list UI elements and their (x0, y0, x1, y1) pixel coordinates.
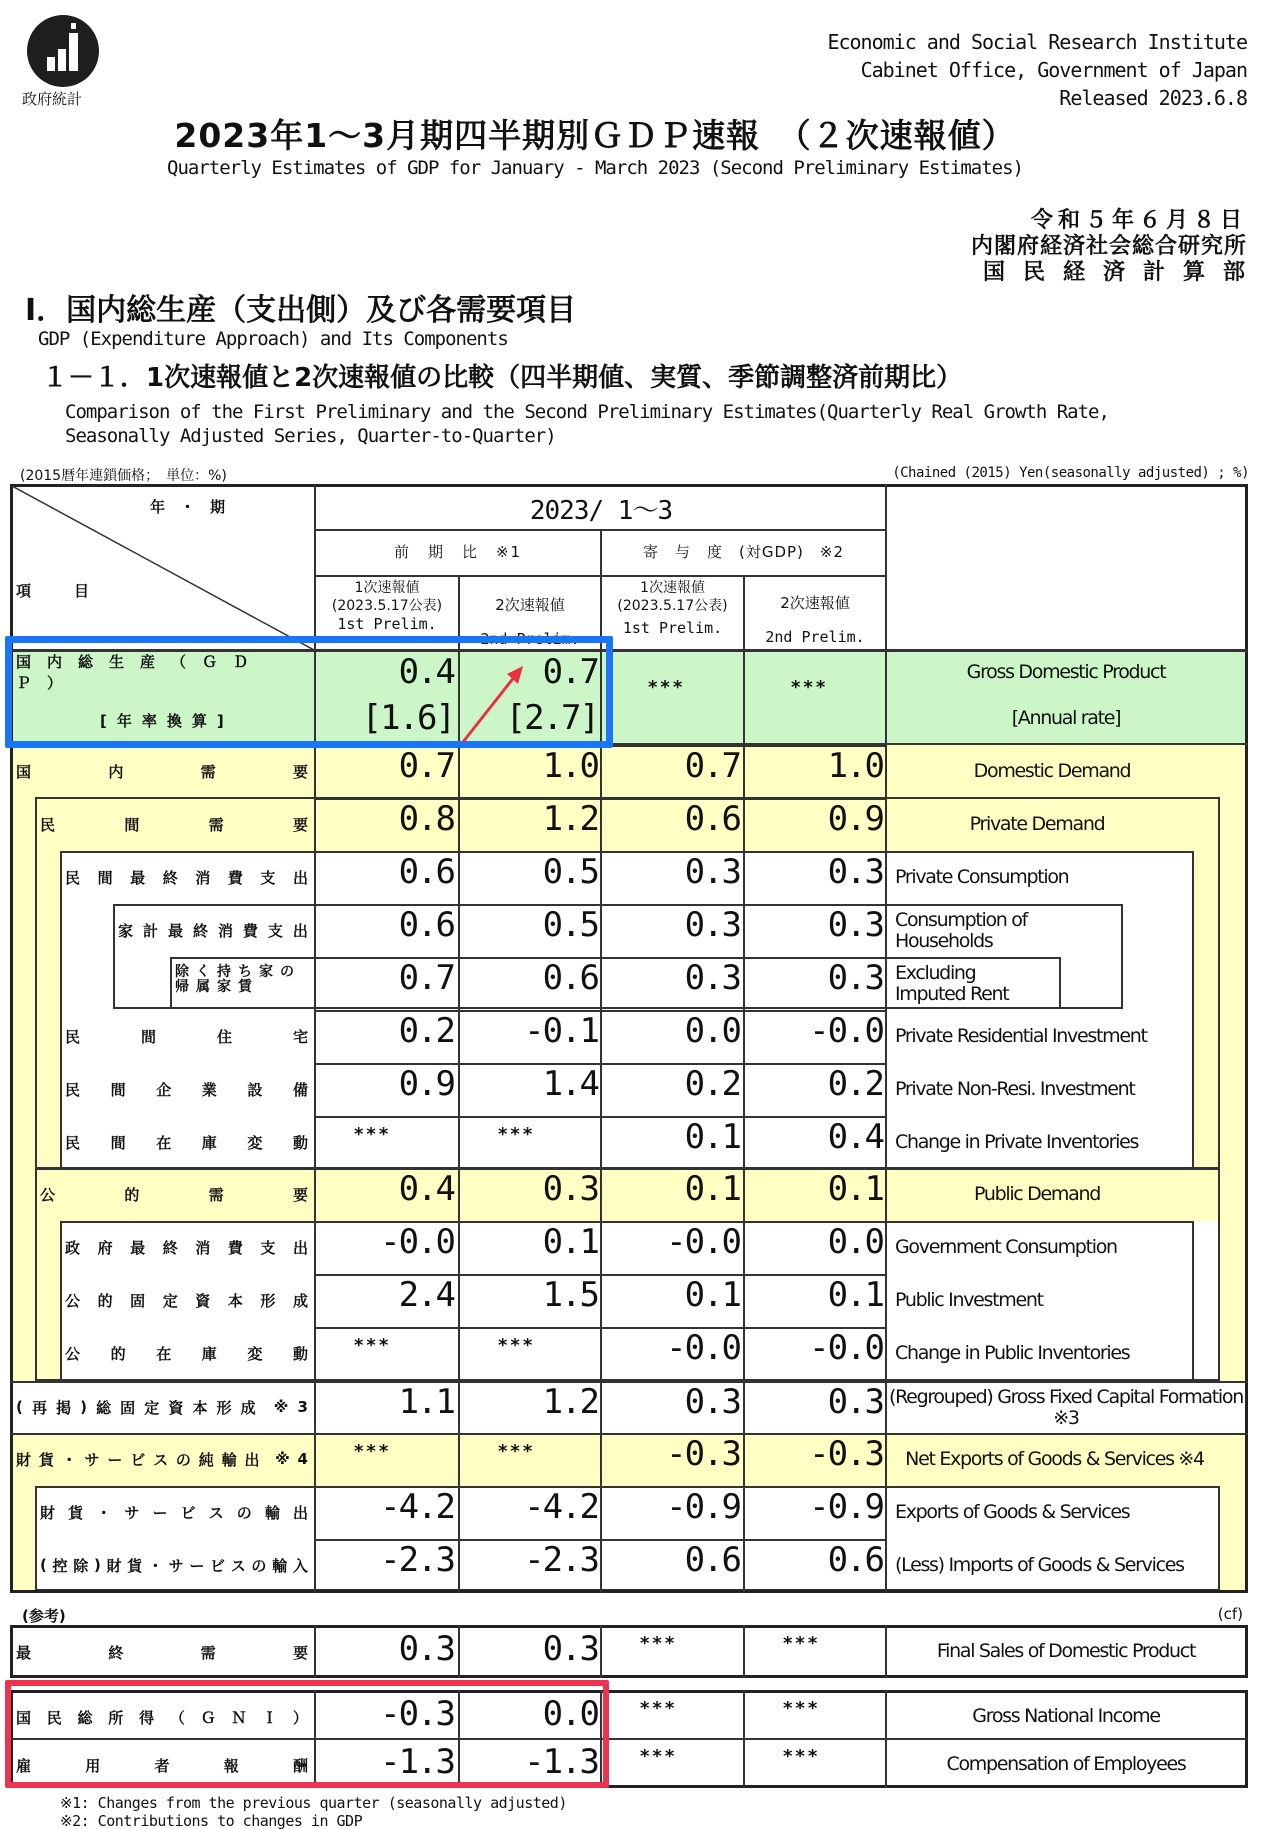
contrib-second-prelim: 0.3 (827, 1382, 883, 1422)
row-label-en: Excluding Imputed Rent (895, 961, 1009, 1005)
row-label-en: Public Demand (974, 1183, 1100, 1205)
ref-contrib-second-prelim: *** (783, 1746, 821, 1767)
value-first-prelim: -4.2 (380, 1487, 454, 1527)
contrib-first-prelim: 0.1 (684, 1169, 740, 1209)
col-second-label: 2次速報値 (495, 596, 565, 614)
gdp-first-value: 0.4 (398, 652, 454, 692)
value-first-prelim: *** (354, 1441, 392, 1462)
row-label-en: Private Consumption (895, 866, 1069, 888)
jp-organization: 内閣府経済社会総合研究所 (970, 234, 1247, 259)
value-second-prelim: 1.4 (542, 1064, 598, 1104)
row-label: 財 貨 ・ サ ー ビ ス の 輸 出 (40, 1503, 308, 1522)
row-label: 民 間 在 庫 変 動 (65, 1133, 308, 1152)
ref-value-second-prelim: 0.0 (542, 1694, 598, 1734)
contrib-second-prelim: 0.3 (827, 852, 883, 892)
row-label-en: Net Exports of Goods & Services ※4 (905, 1448, 1204, 1470)
row-label: 財 貨 ・ サ ー ビ ス の 純 輸 出 ※ 4 (16, 1450, 308, 1469)
ref-value-first-prelim: -1.3 (380, 1742, 454, 1782)
row-label: 除く持ち家の帰属家賃 (175, 964, 301, 995)
row-label: ( 控 除 ) 財 貨 ・ サ ー ビ ス の 輸 入 (40, 1556, 308, 1575)
row-label-en: Private Demand (969, 813, 1105, 835)
value-first-prelim: *** (354, 1124, 392, 1145)
government-statistics-logo (27, 15, 99, 87)
revision-arrow-icon (455, 660, 530, 750)
col-first-label: 1次速報値 (354, 580, 420, 596)
contrib-first-prelim: 0.1 (684, 1117, 740, 1157)
row-label: 民 間 住 宅 (65, 1027, 308, 1046)
value-second-prelim: 0.3 (542, 1169, 598, 1209)
contrib-first-prelim: 0.1 (684, 1275, 740, 1315)
gdp-second-value: 0.7 (542, 652, 598, 692)
institute-block (827, 28, 1247, 112)
page-subtitle: Quarterly Estimates of GDP for January - March 2023 (Second Preliminary Estimates) (167, 157, 1023, 179)
value-second-prelim: 1.0 (542, 746, 598, 786)
col-first-date: (2023.5.17公表) (617, 598, 728, 614)
value-second-prelim: *** (498, 1335, 536, 1356)
value-first-prelim: -2.3 (380, 1540, 454, 1580)
page-title: 2023年1～3月期四半期別ＧＤＰ速報 （２次速報値） (174, 116, 1016, 155)
value-second-prelim: 1.5 (542, 1275, 598, 1315)
header-line (314, 575, 885, 577)
col-line (600, 1625, 602, 1678)
contrib-first-prelim: 0.3 (684, 905, 740, 945)
institute-line: Economic and Social Research Institute (827, 30, 1247, 54)
ref-contrib-first-prelim: *** (640, 1633, 678, 1654)
gdp-contrib-first: *** (648, 677, 686, 698)
row-label: 公 的 固 定 資 本 形 成 (65, 1291, 308, 1310)
value-first-prelim: 0.4 (398, 1169, 454, 1209)
value-second-prelim: 0.1 (542, 1222, 598, 1262)
reference-row-label: 雇 用 者 報 酬 (16, 1756, 308, 1775)
ref-value-second-prelim: -1.3 (524, 1742, 598, 1782)
row-label-en: Public Investment (895, 1289, 1043, 1311)
row-label-en: Private Non-Resi. Investment (895, 1078, 1135, 1100)
contrib-second-prelim: 0.2 (827, 1064, 883, 1104)
row-label-en: (Regrouped) Gross Fixed Capital Formation ※3 (889, 1385, 1243, 1429)
contribution-header: 寄 与 度 (対GDP) ※2 (642, 543, 845, 561)
col-second-en: 2nd Prelim. (480, 630, 580, 648)
col-first-label: 1次速報値 (640, 580, 705, 596)
value-second-prelim: *** (498, 1441, 536, 1462)
value-second-prelim: 0.6 (542, 958, 598, 998)
value-first-prelim: *** (354, 1335, 392, 1356)
row-label: 公 的 在 庫 変 動 (65, 1344, 308, 1363)
col-second-en: 2nd Prelim. (765, 628, 865, 646)
value-second-prelim: *** (498, 1124, 536, 1145)
gdp-contrib-second: *** (791, 677, 829, 698)
value-first-prelim: 0.2 (398, 1011, 454, 1051)
ref-contrib-first-prelim: *** (640, 1746, 678, 1767)
contrib-first-prelim: 0.2 (684, 1064, 740, 1104)
ref-value-second-prelim: 0.3 (542, 1629, 598, 1669)
jp-date: 令和５年６月８日 (1030, 208, 1247, 233)
row-label-en: Domestic Demand (973, 760, 1131, 782)
gdp-annual-second: [2.7] (505, 698, 598, 738)
row-label-en: Government Consumption (895, 1236, 1117, 1258)
value-first-prelim: 0.8 (398, 799, 454, 839)
contrib-second-prelim: 0.4 (827, 1117, 883, 1157)
contrib-second-prelim: 1.0 (827, 746, 883, 786)
row-label-en: Change in Public Inventories (895, 1342, 1130, 1364)
row-label: 政 府 最 終 消 費 支 出 (65, 1238, 308, 1257)
reference-label: (参考) (22, 1607, 66, 1625)
value-first-prelim: 0.9 (398, 1064, 454, 1104)
row-label: 家 計 最 終 消 費 支 出 (118, 921, 308, 940)
release-date: Released 2023.6.8 (1059, 86, 1247, 110)
ref-value-first-prelim: 0.3 (398, 1629, 454, 1669)
value-second-prelim: -4.2 (524, 1487, 598, 1527)
value-first-prelim: 0.6 (398, 905, 454, 945)
gdp-annual-first: [1.6] (361, 698, 454, 738)
reference-cf: (cf) (1217, 1605, 1243, 1623)
unit-note-en: (Chained (2015) Yen(seasonally adjusted) ; %) (892, 465, 1249, 481)
value-first-prelim: -0.0 (380, 1222, 454, 1262)
section-title-en: GDP (Expenditure Approach) and Its Components (38, 328, 508, 350)
reference-row-label-en: Compensation of Employees (946, 1752, 1186, 1775)
note-1: ※1: Changes from the previous quarter (seasonally adjusted) (60, 1794, 567, 1812)
value-second-prelim: 0.5 (542, 852, 598, 892)
contrib-first-prelim: 0.0 (684, 1011, 740, 1051)
col-second-label: 2次速報値 (780, 594, 850, 612)
value-first-prelim: 1.1 (398, 1382, 454, 1422)
contrib-second-prelim: 0.9 (827, 799, 883, 839)
qoq-header: 前 期 比 ※1 (393, 543, 523, 561)
row-label-en: Exports of Goods & Services (895, 1501, 1130, 1523)
row-label-en: Private Residential Investment (895, 1025, 1147, 1047)
gdp-annual-label-text: [年率換算] (100, 711, 234, 730)
contrib-first-prelim: 0.6 (684, 799, 740, 839)
value-second-prelim: 1.2 (542, 1382, 598, 1422)
col-first-en: 1st Prelim. (622, 619, 723, 637)
reference-row-label: 国 民 総 所 得 （ Ｇ Ｎ Ｉ ） (16, 1708, 308, 1727)
contrib-first-prelim: -0.9 (666, 1487, 740, 1527)
period-header: 2023/ 1～3 (529, 496, 673, 526)
row-label: 民 間 需 要 (40, 815, 308, 834)
gni-compensation-highlight-box (5, 1680, 609, 1788)
col-first-date: (2023.5.17公表) (331, 598, 443, 614)
col-first-contrib (602, 579, 743, 637)
contrib-first-prelim: 0.3 (684, 958, 740, 998)
row-label: 民 間 企 業 設 備 (65, 1080, 308, 1099)
contrib-first-prelim: -0.0 (666, 1328, 740, 1368)
row-label-en: Change in Private Inventories (895, 1131, 1139, 1153)
contrib-first-prelim: -0.0 (666, 1222, 740, 1262)
contrib-first-prelim: 0.7 (684, 746, 740, 786)
contrib-second-prelim: -0.0 (809, 1011, 883, 1051)
ref-contrib-second-prelim: *** (783, 1633, 821, 1654)
contrib-first-prelim: -0.3 (666, 1434, 740, 1474)
contrib-first-prelim: 0.6 (684, 1540, 740, 1580)
value-second-prelim: 0.5 (542, 905, 598, 945)
logo-bars-icon (27, 15, 99, 87)
contrib-second-prelim: -0.9 (809, 1487, 883, 1527)
contrib-second-prelim: 0.3 (827, 958, 883, 998)
col-second-contrib (745, 586, 885, 654)
contrib-first-prelim: 0.3 (684, 1382, 740, 1422)
jp-department: 国民経済計算部 (982, 260, 1263, 285)
corner-item-label: 項 目 (16, 582, 104, 600)
contrib-second-prelim: -0.3 (809, 1434, 883, 1474)
value-first-prelim: 0.7 (398, 958, 454, 998)
value-second-prelim: -0.1 (524, 1011, 598, 1051)
contrib-second-prelim: -0.0 (809, 1328, 883, 1368)
corner-period-label: 年 ・ 期 (150, 498, 226, 516)
contrib-second-prelim: 0.3 (827, 905, 883, 945)
col-first-en: 1st Prelim. (337, 615, 437, 633)
col-line (743, 1625, 745, 1678)
value-first-prelim: 2.4 (398, 1275, 454, 1315)
institute-line: Cabinet Office, Government of Japan (860, 58, 1247, 82)
contrib-second-prelim: 0.1 (827, 1169, 883, 1209)
value-second-prelim: -2.3 (524, 1540, 598, 1580)
contrib-second-prelim: 0.0 (827, 1222, 883, 1262)
contrib-second-prelim: 0.1 (827, 1275, 883, 1315)
row-label-en: (Less) Imports of Goods & Services (895, 1554, 1184, 1576)
gdp-label-en: Gross Domestic Product (966, 660, 1166, 683)
section-title: Ⅰ．国内総生産（支出側）及び各需要項目 (25, 293, 577, 328)
logo-label: 政府統計 (22, 90, 83, 108)
reference-row-label: 最 終 需 要 (16, 1643, 308, 1662)
gdp-label-text: 国内総生産（ＧＤＰ） (16, 653, 265, 692)
row-label: 国 内 需 要 (16, 762, 308, 781)
contrib-first-prelim: 0.3 (684, 852, 740, 892)
unit-note-jp: (2015暦年連鎖価格； 単位：%) (20, 468, 227, 484)
col-line (743, 1690, 745, 1788)
ref-contrib-second-prelim: *** (783, 1698, 821, 1719)
reference-row-label-en: Gross National Income (972, 1704, 1160, 1727)
ref-contrib-first-prelim: *** (640, 1698, 678, 1719)
ref-value-first-prelim: -0.3 (380, 1694, 454, 1734)
reference-row-label-en: Final Sales of Domestic Product (936, 1639, 1196, 1662)
gdp-annual-label-en: [Annual rate] (1011, 706, 1121, 729)
row-label: 公 的 需 要 (40, 1185, 308, 1204)
header-line (314, 529, 885, 531)
value-first-prelim: 0.7 (398, 746, 454, 786)
subsection-title: １－１．1次速報値と2次速報値の比較（四半期値、実質、季節調整済前期比） (42, 363, 963, 393)
value-second-prelim: 1.2 (542, 799, 598, 839)
row-label-en: Consumption of Households (895, 908, 1027, 952)
subsection-title-en: Comparison of the First Preliminary and the Second Preliminary Estimates(Quarterly Real Growth Rate, Seasonally Adjusted Series, Quarter-to-Quarter) (65, 401, 1109, 447)
note-2: ※2: Contributions to changes in GDP (60, 1812, 363, 1829)
row-label: ( 再 掲 ) 総 固 定 資 本 形 成 ※ 3 (16, 1398, 308, 1417)
value-first-prelim: 0.6 (398, 852, 454, 892)
contrib-second-prelim: 0.6 (827, 1540, 883, 1580)
row-label: 民 間 最 終 消 費 支 出 (65, 868, 308, 887)
